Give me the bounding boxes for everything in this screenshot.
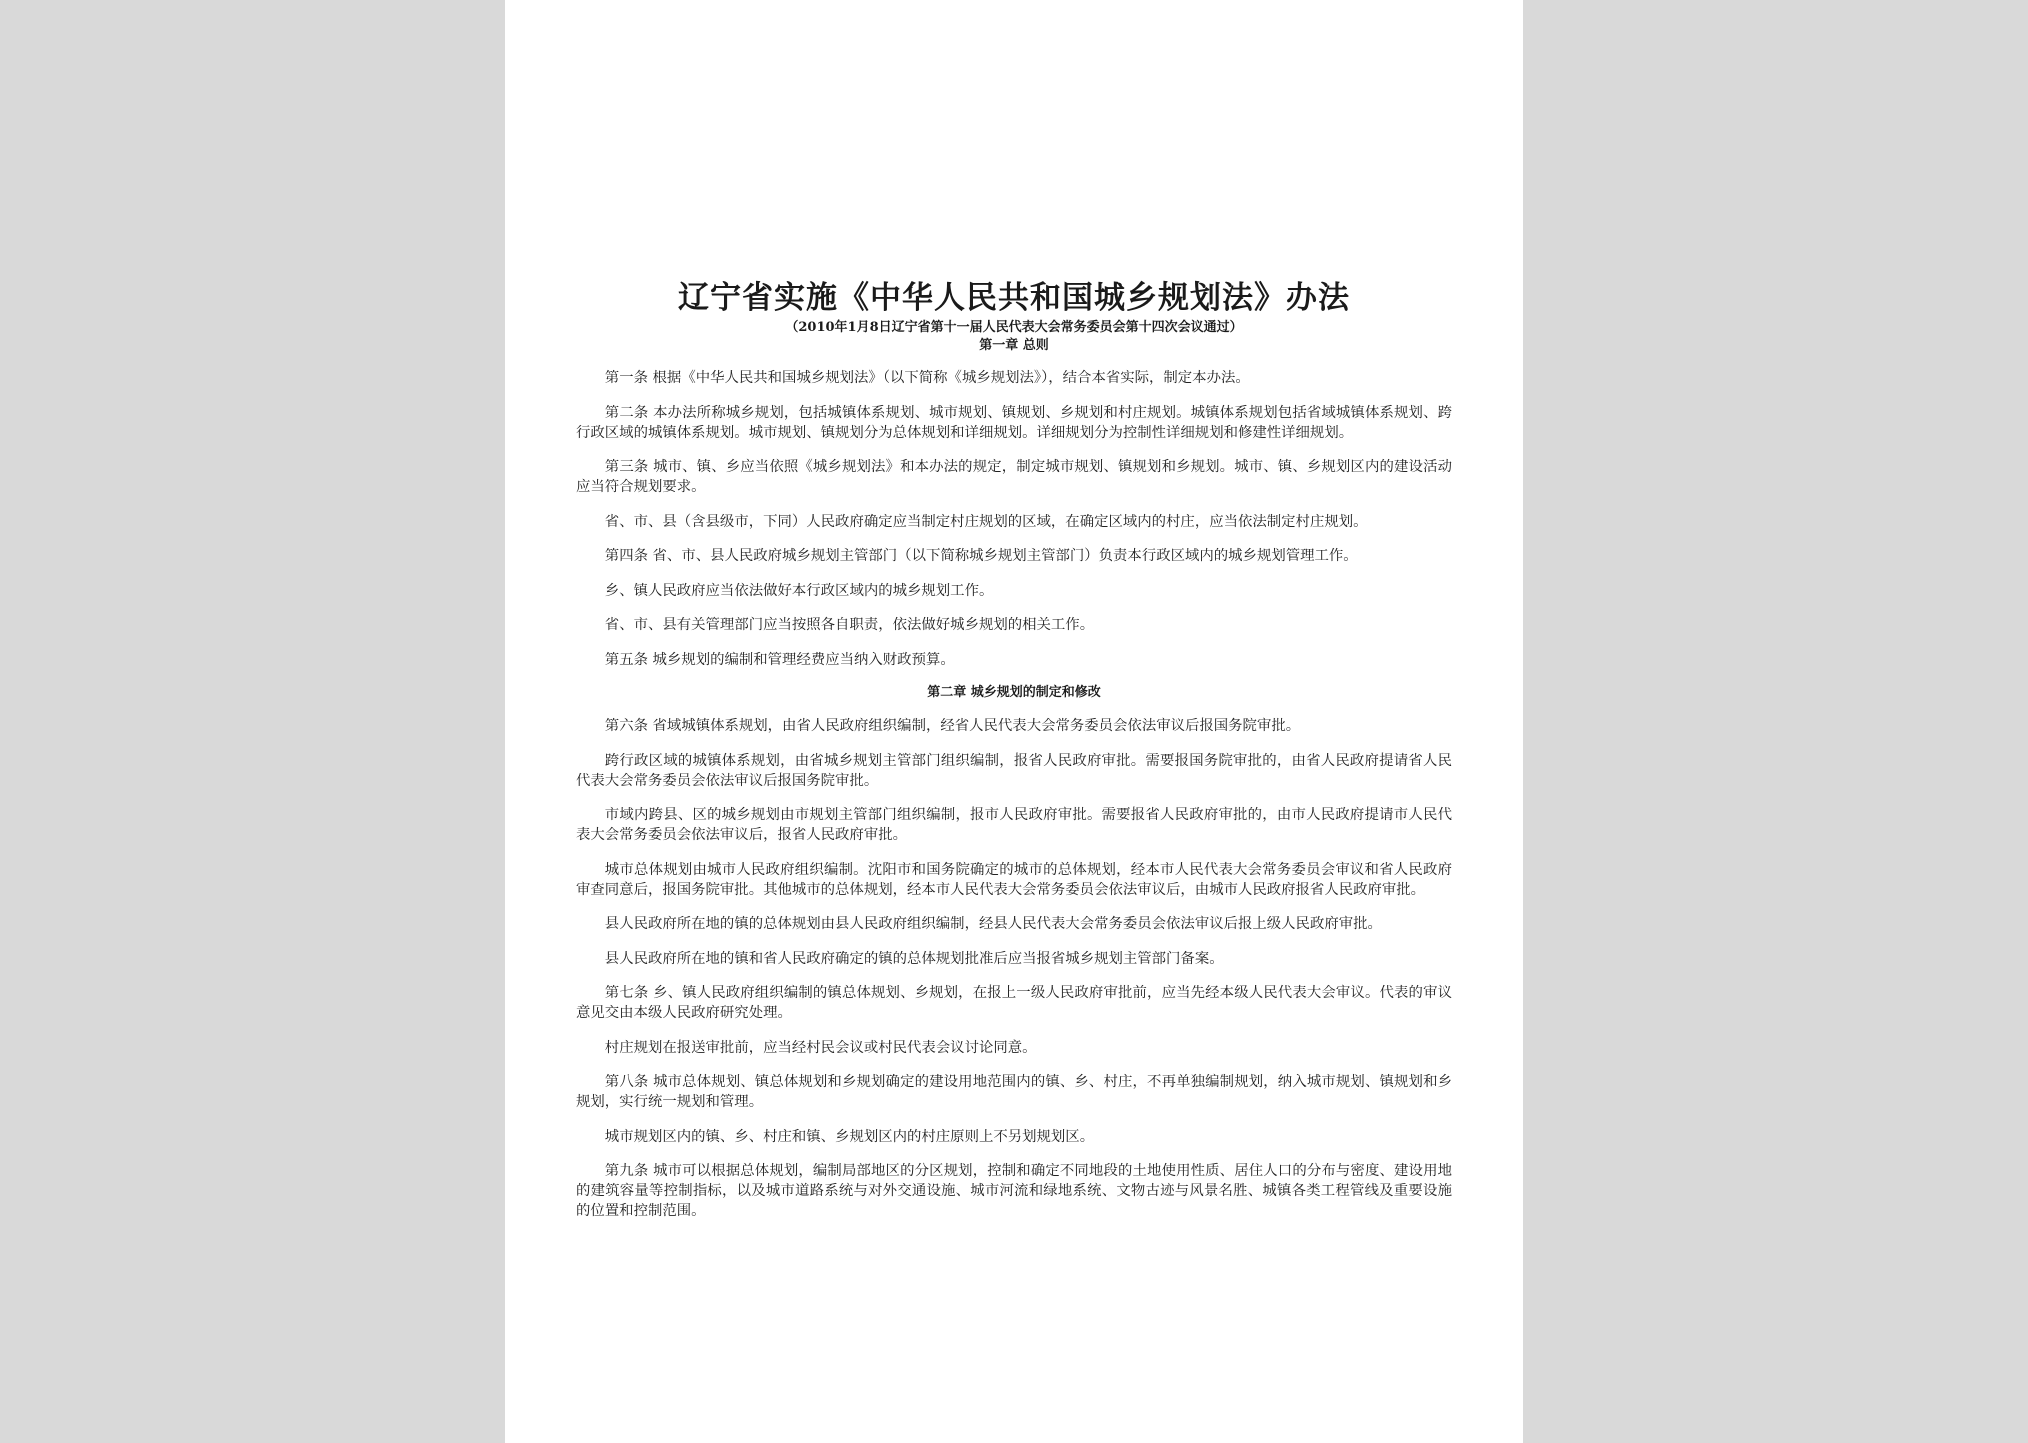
paragraph: 跨行政区域的城镇体系规划，由省城乡规划主管部门组织编制，报省人民政府审批。需要报国务院审批的，由省人民政府提请省人民代表大会常务委员会依法审议后报国务院审批。 — [576, 752, 1452, 789]
paragraph: 第四条 省、市、县人民政府城乡规划主管部门（以下简称城乡规划主管部门）负责本行政区域内的城乡规划管理工作。 — [604, 548, 1358, 564]
paragraph: 城市总体规划由城市人民政府组织编制。沈阳市和国务院确定的城市的总体规划，经本市人民代表大会常务委员会审议和省人民政府审查同意后，报国务院审批。其他城市的总体规划，经本市人民代表大会常务委员会依法审议后，由城市人民政府报省人民政府审批。 — [576, 861, 1452, 898]
paragraph: 第九条 城市可以根据总体规划，编制局部地区的分区规划，控制和确定不同地段的土地使用性质、居住人口的分布与密度、建设用地的建筑容量等控制指标，以及城市道路系统与对外交通设施、城市河流和绿地系统、文物古迹与风景名胜、城镇各类工程管线及重要设施的位置和控制范围。 — [576, 1163, 1452, 1219]
document-subtitle: （2010年1月8日辽宁省第十一届人民代表大会常务委员会第十四次会议通过） — [785, 320, 1243, 335]
paragraph: 第七条 乡、镇人民政府组织编制的镇总体规划、乡规划，在报上一级人民政府审批前，应当先经本级人民代表大会审议。代表的审议意见交由本级人民政府研究处理。 — [576, 985, 1452, 1021]
document-content — [576, 278, 1452, 1236]
paragraph: 第三条 城市、镇、乡应当依照《城乡规划法》和本办法的规定，制定城市规划、镇规划和乡规划。城市、镇、乡规划区内的建设活动应当符合规划要求。 — [576, 459, 1452, 495]
paragraph: 第一条 根据《中华人民共和国城乡规划法》（以下简称《城乡规划法》），结合本省实际，制定本办法。 — [604, 370, 1250, 386]
chapter-2-heading: 第二章 城乡规划的制定和修改 — [927, 685, 1101, 700]
paragraph: 省、市、县（含县级市，下同）人民政府确定应当制定村庄规划的区域，在确定区域内的村庄，应当依法制定村庄规划。 — [604, 513, 1368, 530]
document-page — [505, 0, 1523, 1443]
paragraph: 第五条 城乡规划的编制和管理经费应当纳入财政预算。 — [604, 651, 955, 668]
paragraph: 第六条 省域城镇体系规划，由省人民政府组织编制，经省人民代表大会常务委员会依法审议后报国务院审批。 — [604, 718, 1301, 734]
paragraph: 县人民政府所在地的镇和省人民政府确定的镇的总体规划批准后应当报省城乡规划主管部门备案。 — [604, 950, 1224, 967]
paragraph: 村庄规划在报送审批前，应当经村民会议或村民代表会议讨论同意。 — [604, 1039, 1037, 1056]
paragraph: 市域内跨县、区的城乡规划由市规划主管部门组织编制，报市人民政府审批。需要报省人民政府审批的，由市人民政府提请市人民代表大会常务委员会依法审议后，报省人民政府审批。 — [576, 807, 1452, 843]
paragraph: 第八条 城市总体规划、镇总体规划和乡规划确定的建设用地范围内的镇、乡、村庄，不再单独编制规划，纳入城市规划、镇规划和乡规划，实行统一规划和管理。 — [576, 1074, 1452, 1110]
document-title: 辽宁省实施《中华人民共和国城乡规划法》办法 — [678, 280, 1350, 316]
paragraph: 第二条 本办法所称城乡规划，包括城镇体系规划、城市规划、镇规划、乡规划和村庄规划。城镇体系规划包括省域城镇体系规划、跨行政区域的城镇体系规划。城市规划、镇规划分为总体规划和详细规划。详细规划分为控制性详细规划和修建性详细规划。 — [576, 404, 1452, 441]
chapter-1-heading: 第一章 总则 — [979, 338, 1049, 353]
paragraph: 城市规划区内的镇、乡、村庄和镇、乡规划区内的村庄原则上不另划规划区。 — [604, 1128, 1095, 1145]
paragraph: 省、市、县有关管理部门应当按照各自职责，依法做好城乡规划的相关工作。 — [604, 617, 1095, 633]
paragraph: 县人民政府所在地的镇的总体规划由县人民政府组织编制，经县人民代表大会常务委员会依法审议后报上级人民政府审批。 — [604, 916, 1382, 932]
paragraph: 乡、镇人民政府应当依法做好本行政区域内的城乡规划工作。 — [604, 582, 994, 599]
